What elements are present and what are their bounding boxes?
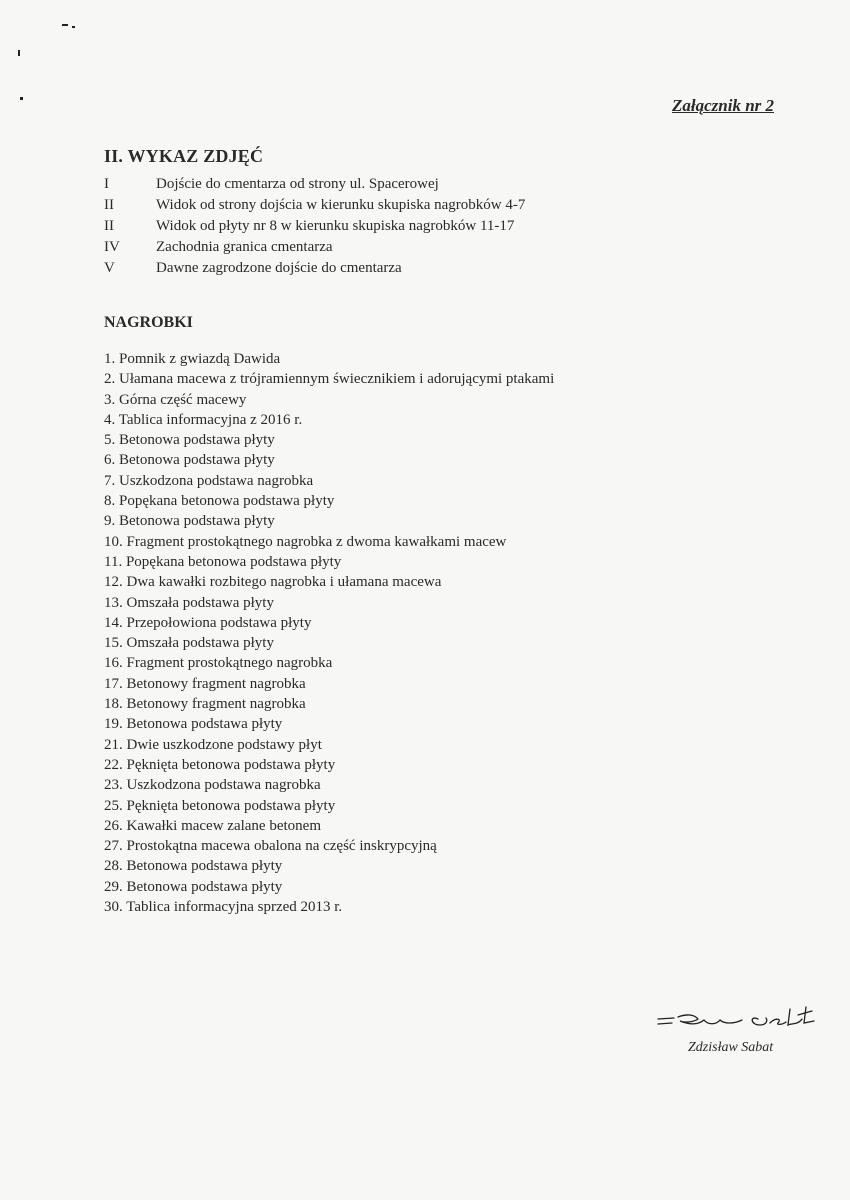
photo-description: Zachodnia granica cmentarza bbox=[156, 239, 333, 255]
grave-item: 22. Pęknięta betonowa podstawa płyty bbox=[104, 756, 336, 773]
grave-item: 12. Dwa kawałki rozbitego nagrobka i ułamana macewa bbox=[104, 574, 442, 591]
grave-item: 4. Tablica informacyjna z 2016 r. bbox=[104, 411, 303, 428]
photo-number: IV bbox=[104, 239, 120, 255]
grave-item: 9. Betonowa podstawa płyty bbox=[104, 513, 275, 530]
photo-number: V bbox=[104, 260, 115, 276]
grave-item: 10. Fragment prostokątnego nagrobka z dwoma kawałkami macew bbox=[104, 533, 507, 550]
photo-number: II bbox=[104, 197, 114, 213]
grave-item: 2. Ułamana macewa z trójramiennym świecznikiem i adorującymi ptakami bbox=[104, 371, 555, 388]
grave-item: 21. Dwie uszkodzone podstawy płyt bbox=[104, 736, 322, 753]
grave-item: 11. Popękana betonowa podstawa płyty bbox=[104, 553, 342, 570]
photo-item bbox=[104, 260, 525, 281]
photo-description: Dojście do cmentarza od strony ul. Spacerowej bbox=[156, 176, 439, 192]
photo-description: Widok od płyty nr 8 w kierunku skupiska nagrobków 11-17 bbox=[156, 218, 515, 234]
scan-speck bbox=[72, 26, 75, 28]
grave-item: 17. Betonowy fragment nagrobka bbox=[104, 675, 306, 692]
grave-item: 5. Betonowa podstawa płyty bbox=[104, 432, 275, 449]
grave-item: 13. Omszała podstawa płyty bbox=[104, 594, 274, 611]
grave-item: 19. Betonowa podstawa płyty bbox=[104, 716, 283, 733]
photo-description: Widok od strony dojścia w kierunku skupiska nagrobków 4-7 bbox=[156, 197, 526, 213]
signer-name: Zdzisław Sabat bbox=[688, 1040, 774, 1055]
photo-item bbox=[104, 197, 525, 218]
photo-number: I bbox=[104, 176, 109, 192]
annex-label: Załącznik nr 2 bbox=[672, 96, 775, 115]
handwritten-signature bbox=[654, 1005, 850, 1035]
grave-item: 15. Omszała podstawa płyty bbox=[104, 635, 274, 652]
photo-item bbox=[104, 176, 525, 197]
grave-item: 29. Betonowa podstawa płyty bbox=[104, 878, 283, 895]
grave-item: 8. Popękana betonowa podstawa płyty bbox=[104, 493, 335, 510]
graves-heading: NAGROBKI bbox=[104, 314, 193, 331]
grave-item: 23. Uszkodzona podstawa nagrobka bbox=[104, 777, 321, 794]
grave-item: 1. Pomnik z gwiazdą Dawida bbox=[104, 351, 281, 367]
photos-heading: II. WYKAZ ZDJĘĆ bbox=[104, 146, 264, 166]
grave-item: 27. Prostokątna macewa obalona na część inskrypcyjną bbox=[104, 838, 437, 855]
scan-speck bbox=[20, 97, 23, 100]
grave-item: 25. Pęknięta betonowa podstawa płyty bbox=[104, 797, 336, 814]
grave-item: 30. Tablica informacyjna sprzed 2013 r. bbox=[104, 899, 343, 916]
scan-speck bbox=[62, 24, 68, 26]
grave-item: 18. Betonowy fragment nagrobka bbox=[104, 696, 306, 713]
photo-list bbox=[104, 176, 525, 281]
photo-item bbox=[104, 218, 525, 239]
grave-item: 14. Przepołowiona podstawa płyty bbox=[104, 614, 312, 631]
photo-number: II bbox=[104, 218, 114, 234]
scan-speck bbox=[18, 50, 20, 56]
grave-item: 7. Uszkodzona podstawa nagrobka bbox=[104, 472, 314, 489]
grave-item: 6. Betonowa podstawa płyty bbox=[104, 452, 275, 469]
grave-item: 28. Betonowa podstawa płyty bbox=[104, 858, 283, 875]
grave-list bbox=[104, 351, 554, 919]
grave-item: 16. Fragment prostokątnego nagrobka bbox=[104, 655, 333, 672]
grave-item: 3. Górna część macewy bbox=[104, 391, 247, 408]
grave-item: 26. Kawałki macew zalane betonem bbox=[104, 817, 321, 834]
photo-item bbox=[104, 239, 525, 260]
photo-description: Dawne zagrodzone dojście do cmentarza bbox=[156, 260, 402, 276]
